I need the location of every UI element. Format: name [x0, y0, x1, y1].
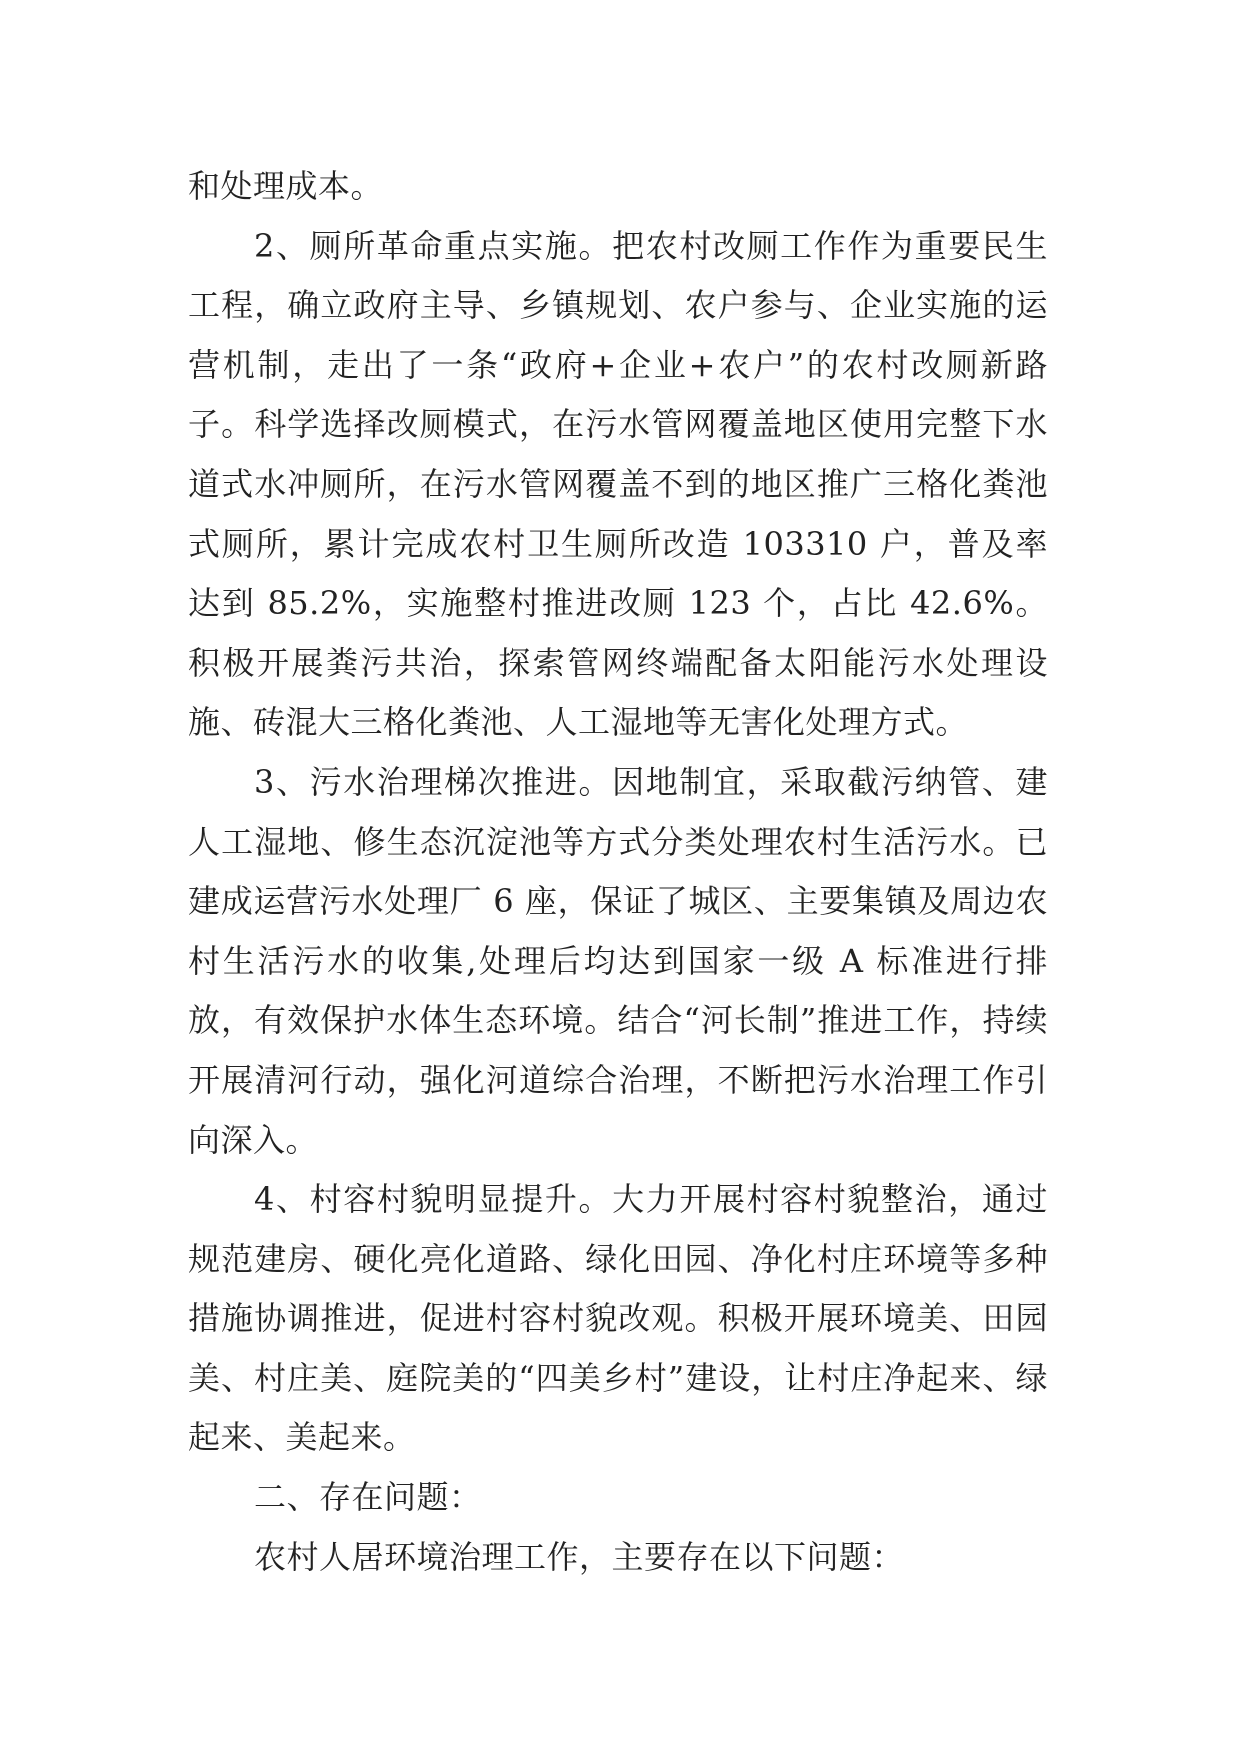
document-body: [188, 157, 1048, 1587]
paragraph-continuation: 和处理成本。: [188, 167, 384, 205]
paragraph-sewage-treatment: 3、污水治理梯次推进。因地制宜，采取截污纳管、建人工湿地、修生态沉淀池等方式分类处理农村生活污水。已建成运营污水处理厂 6 座，保证了城区、主要集镇及周边农村生活污水的收集,处理后均达到国家一级 A 标准进行排放，有效保护水体生态环境。结合“河长制”推进工作，持续开展清河行动，强化河道综合治理，不断把污水治理工作引向深入。: [188, 762, 1048, 1159]
section-heading-problems: 二、存在问题：: [254, 1478, 482, 1517]
paragraph-toilet-revolution: 2、厕所革命重点实施。把农村改厕工作作为重要民生工程，确立政府主导、乡镇规划、农户参与、企业实施的运营机制，走出了一条“政府+企业+农户”的农村改厕新路子。科学选择改厕模式，在污水管网覆盖地区使用完整下水道式水冲厕所，在污水管网覆盖不到的地区推广三格化粪池式厕所，累计完成农村卫生厕所改造 103310 户，普及率达到 85.2%，实施整村推进改厕 123 个，占比 42.6%。积极开展粪污共治，探索管网终端配备太阳能污水处理设施、砖混大三格化粪池、人工湿地等无害化处理方式。: [188, 226, 1048, 742]
paragraph-village-appearance: 4、村容村貌明显提升。大力开展村容村貌整治，通过规范建房、硬化亮化道路、绿化田园、净化村庄环境等多种措施协调推进，促进村容村貌改观。积极开展环境美、田园美、村庄美、庭院美的“四美乡村”建设，让村庄净起来、绿起来、美起来。: [188, 1180, 1048, 1457]
paragraph-problems-intro: 农村人居环境治理工作，主要存在以下问题：: [254, 1537, 905, 1576]
